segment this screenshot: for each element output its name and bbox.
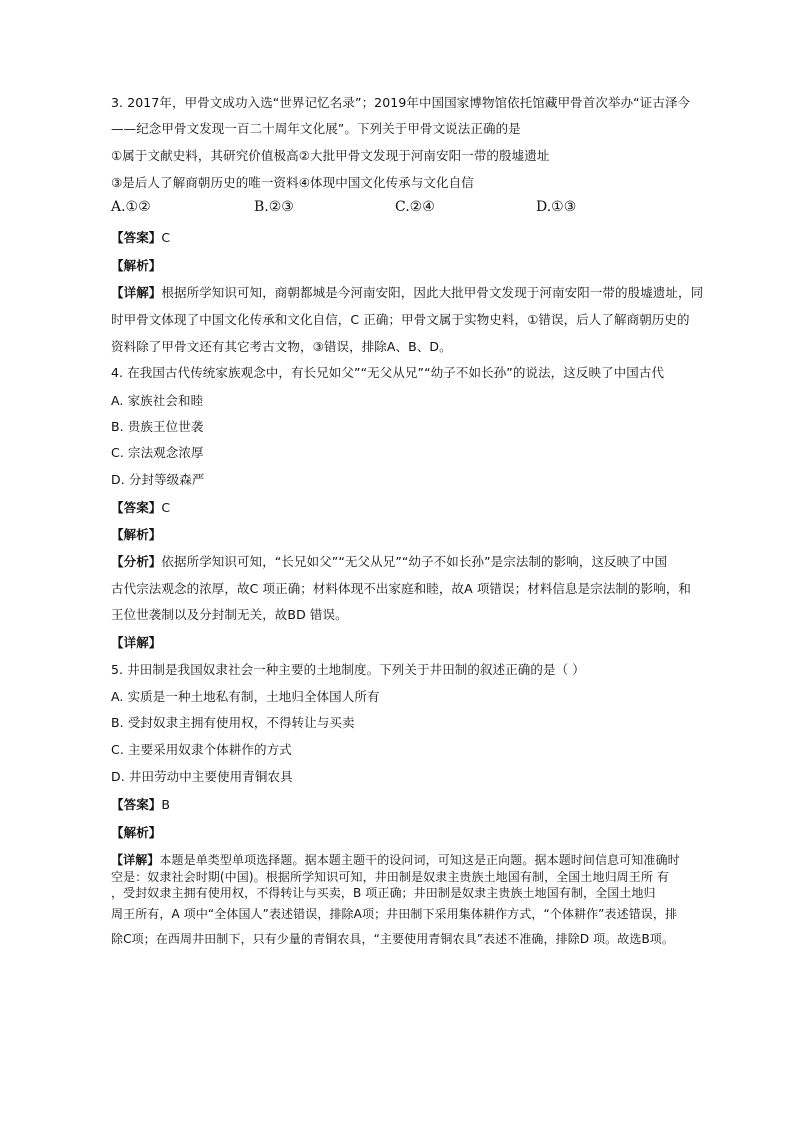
q4-option-b: B. 贵族王位世袭 (111, 419, 204, 434)
q4-option-a: A. 家族社会和睦 (111, 393, 204, 408)
q3-analysis-label: 【解析】 (111, 258, 162, 273)
q3-stem-line1: 3. 2017年，甲骨文成功入选“世界记忆名录”；2019年中国国家博物馆依托馆藏甲骨首次举办“证古泽今 (111, 95, 691, 110)
q5-option-d: D. 井田劳动中主要使用青铜农具 (111, 769, 293, 784)
q3-detail-text1: 根据所学知识可知，商朝都城是今河南安阳，因此大批甲骨文发现于河南安阳一带的殷墟遗址，同 (161, 285, 704, 300)
q5-option-a: A. 实质是一种土地私有制，土地归全体国人所有 (111, 689, 380, 704)
q5-option-b: B. 受封奴隶主拥有使用权，不得转让与买卖 (111, 715, 355, 730)
q4-stem: 4. 在我国古代传统家族观念中，有长兄如父”“无父从兄”“幼子不如长孙”的说法，这反映了中国古代 (111, 365, 665, 380)
q3-item-line1: ①属于文献史料，其研究价值极高②大批甲骨文发现于河南安阳一带的殷墟遗址 (111, 148, 550, 163)
q5-answer (111, 797, 170, 813)
q3-option-c: C.②④ (395, 199, 435, 215)
q5-detail-line2: 空是：奴隶社会时期(中国)。根据所学知识可知，井田制是奴隶主贵族土地国有制，全国土地归周王所 有 (111, 870, 669, 884)
q5-option-c: C. 主要采用奴隶个体耕作的方式 (111, 742, 292, 757)
q4-fenxi-line1 (111, 554, 667, 570)
q4-fenxi-text1: 依据所学知识可知，“长兄如父”“无父从兄”“幼子不如长孙”是宗法制的影响，这反映了中国 (161, 554, 668, 569)
q3-detail-line1 (111, 285, 703, 301)
q3-detail-line2: 时甲骨文体现了中国文化传承和文化自信，C 正确；甲骨文属于实物史料，①错误，后人了解商朝历史的 (111, 312, 690, 327)
q3-detail-line3: 资料除了甲骨文还有其它考古文物，③错误，排除A、B、D。 (111, 339, 452, 354)
q3-option-a: A.①② (111, 199, 151, 215)
q4-answer-value: C (161, 500, 171, 515)
q4-answer-label: 【答案】 (111, 500, 162, 515)
q3-answer-label: 【答案】 (111, 230, 162, 245)
q3-detail-label: 【详解】 (111, 285, 162, 300)
q4-fenxi-line3: 王位世袭制以及分封制无关，故BD 错误。 (111, 607, 348, 622)
q4-option-d: D. 分封等级森严 (111, 472, 205, 487)
q5-detail-line1 (111, 852, 680, 868)
q3-option-d: D.①③ (536, 199, 577, 215)
q4-detail-label: 【详解】 (111, 635, 162, 650)
q3-answer (111, 230, 170, 246)
q4-answer (111, 500, 170, 516)
q5-answer-label: 【答案】 (111, 797, 162, 812)
q3-item-line2: ③是后人了解商朝历史的唯一资料④体现中国文化传承与文化自信 (111, 175, 474, 190)
q3-answer-value: C (161, 230, 171, 245)
q4-option-c: C. 宗法观念浓厚 (111, 445, 204, 460)
q5-detail-text1: 本题是单类型单项选择题。据本题主题干的设问词，可知这是正向题。据本题时间信息可知准确时 (159, 853, 680, 867)
q5-detail-line5: 除C项；在西周井田制下，只有少量的青铜农具，“主要使用青铜农具”表述不准确，排除D 项。故选B项。 (111, 932, 675, 946)
q5-detail-line4: 周王所有，A 项中“全体国人”表述错误，排除A项；井田制下采用集体耕作方式，“个体耕作”表述错误，排 (111, 907, 678, 921)
q4-fenxi-label: 【分析】 (111, 554, 162, 569)
q5-analysis-label: 【解析】 (111, 825, 162, 840)
q5-detail-label: 【详解】 (111, 853, 160, 867)
q4-analysis-label: 【解析】 (111, 527, 162, 542)
q5-detail-line3: ，受封奴隶主拥有使用权，不得转让与买卖，B 项正确；井田制是奴隶主贵族土地国有制，全国土地归 (111, 886, 656, 900)
q3-stem-line2: ——纪念甲骨文发现一百二十周年文化展”。下列关于甲骨文说法正确的是 (111, 121, 521, 136)
q4-fenxi-line2: 古代宗法观念的浓厚，故C 项正确；材料体现不出家庭和睦，故A 项错误；材料信息是宗法制的影响，和 (111, 581, 692, 596)
q5-stem: 5. 井田制是我国奴隶社会一种主要的土地制度。下列关于井田制的叙述正确的是（ ） (111, 662, 585, 677)
q5-answer-value: B (161, 797, 171, 812)
q3-option-b: B.②③ (254, 199, 294, 215)
